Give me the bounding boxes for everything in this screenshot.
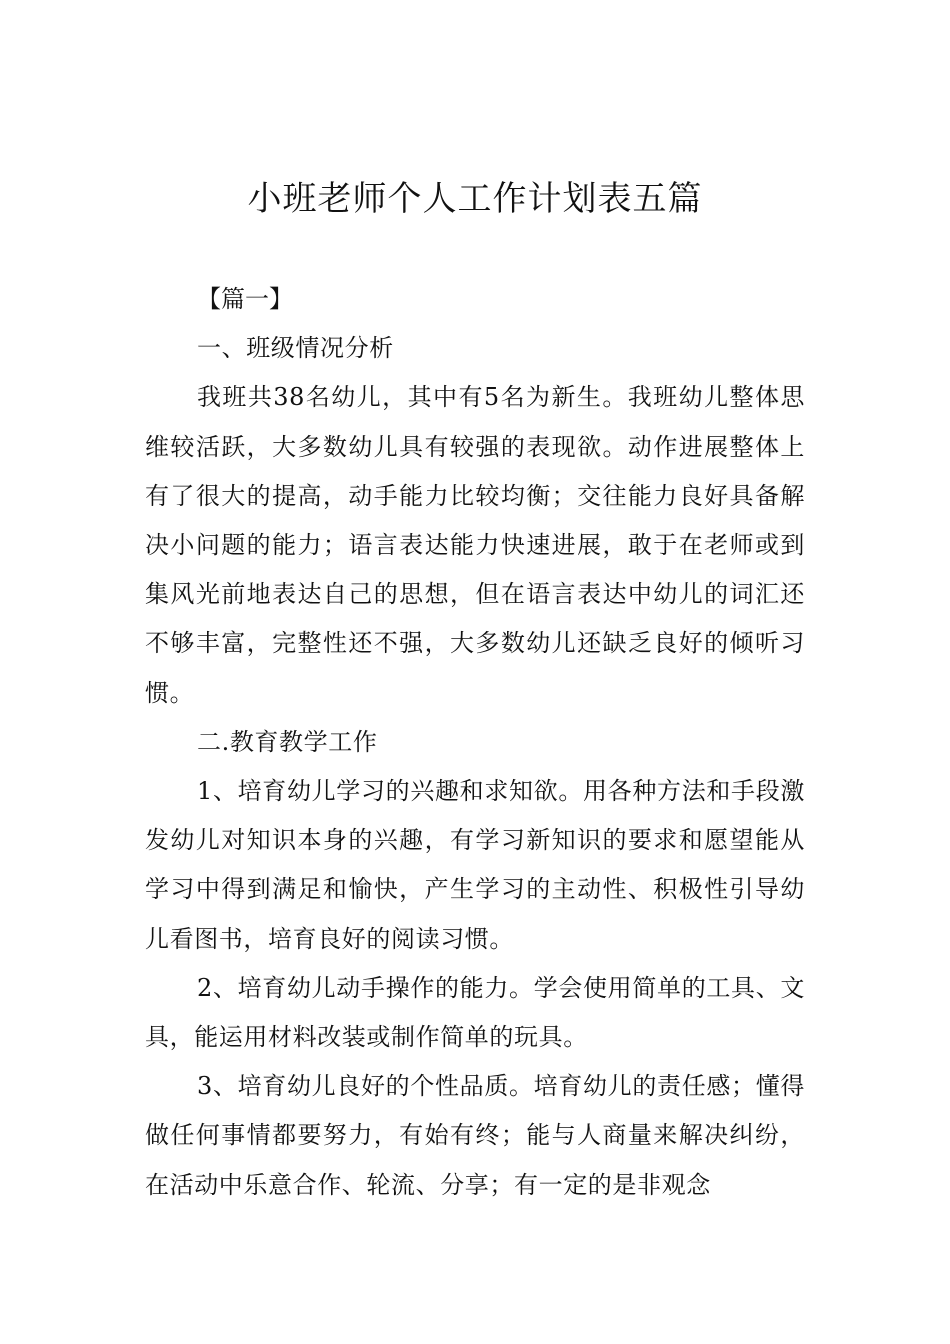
list-item-3: 3、培育幼儿良好的个性品质。培育幼儿的责任感；懂得做任何事情都要努力，有始有终；能与人商量来解决纠纷，在活动中乐意合作、轮流、分享；有一定的是非观念: [145, 1072, 805, 1199]
paragraph-class-analysis: 我班共38名幼儿，其中有5名为新生。我班幼儿整体思维较活跃，大多数幼儿具有较强的表现欲。动作进展整体上有了很大的提高，动手能力比较均衡；交往能力良好具备解决小问题的能力；语言表达能力快速进展，敢于在老师或到集风光前地表达自己的思想，但在语言表达中幼儿的词汇还不够丰富，完整性还不强，大多数幼儿还缺乏良好的倾听习惯。: [145, 383, 805, 707]
heading-class-analysis: 一、班级情况分析: [197, 334, 394, 363]
document-body: [145, 275, 805, 1210]
heading-education-work: 二.教育教学工作: [197, 727, 378, 756]
section-label: 【篇一】: [197, 285, 293, 313]
document-title: 小班老师个人工作计划表五篇: [247, 179, 703, 219]
list-item-1: 1、培育幼儿学习的兴趣和求知欲。用各种方法和手段激发幼儿对知识本身的兴趣，有学习新知识的要求和愿望能从学习中得到满足和愉快，产生学习的主动性、积极性引导幼儿看图书，培育良好的阅读习惯。: [145, 777, 805, 953]
list-item-2: 2、培育幼儿动手操作的能力。学会使用简单的工具、文具，能运用材料改装或制作简单的玩具。: [145, 973, 805, 1052]
